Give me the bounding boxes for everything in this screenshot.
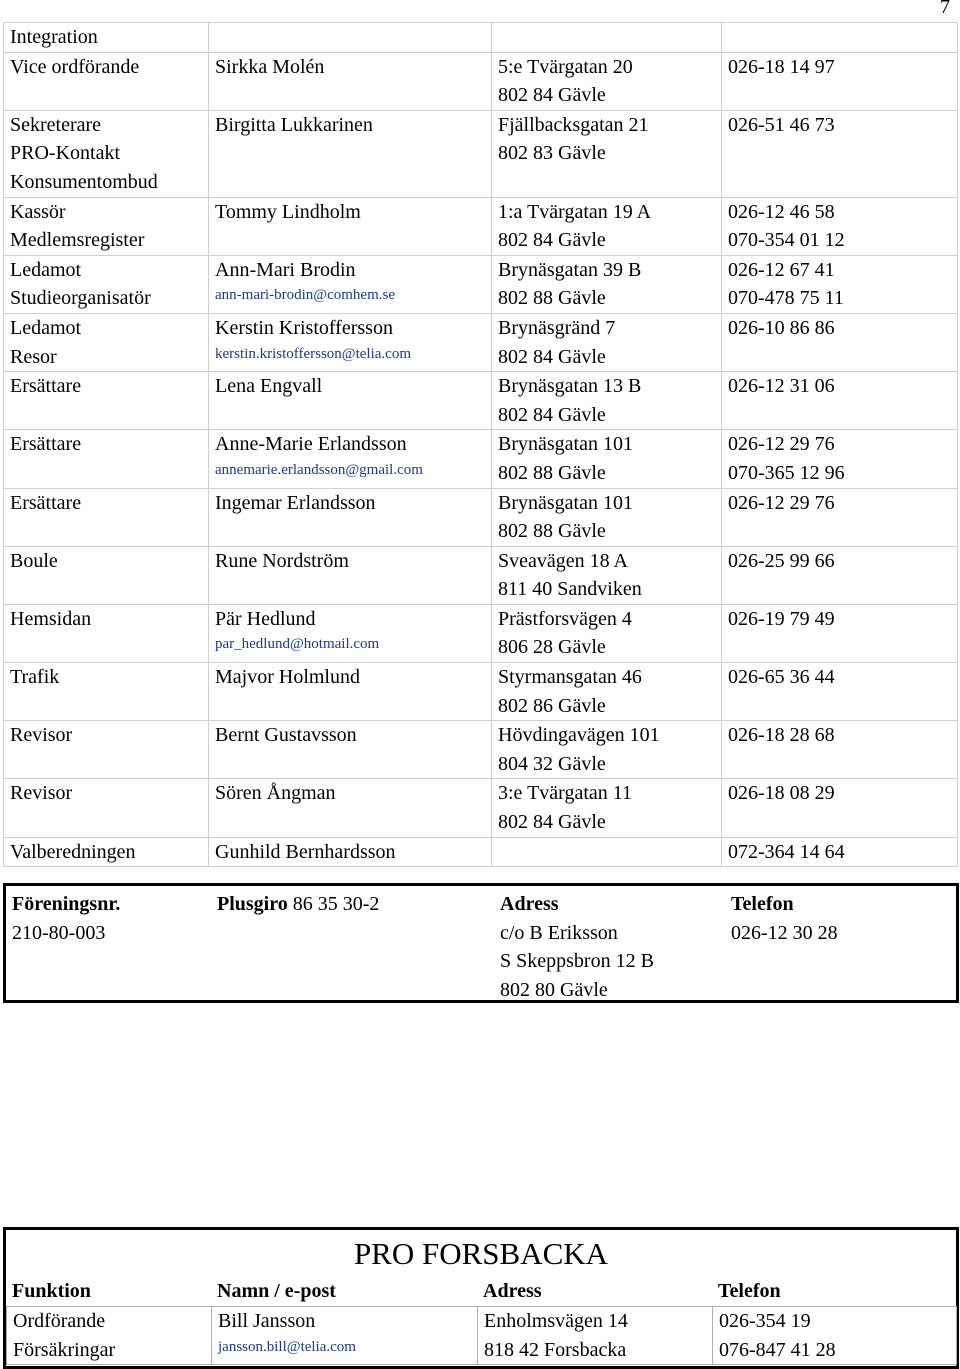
phone-block [731, 890, 838, 947]
phone-cell [713, 1307, 957, 1365]
address-line: 802 84 Gävle [498, 84, 606, 107]
address-line: 802 88 Gävle [498, 461, 606, 484]
address-cell [492, 604, 722, 662]
email-link[interactable]: par_hedlund@hotmail.com [215, 636, 380, 653]
person-name: Ingemar Erlandsson [215, 491, 376, 514]
address-line: 802 84 Gävle [498, 811, 606, 834]
section-title: PRO FORSBACKA [353, 1236, 609, 1271]
phone-cell [722, 313, 958, 371]
address-line: 806 28 Gävle [498, 636, 606, 659]
phone-line: 026-18 28 68 [728, 724, 835, 747]
address-cell [492, 110, 722, 197]
role-cell [4, 197, 209, 255]
address-line: Brynäsgatan 101 [498, 433, 633, 456]
role-line: Valberedningen [10, 840, 136, 863]
header-function: Funktion [12, 1280, 91, 1302]
address-line: c/o B Eriksson [500, 921, 618, 944]
address-line: Styrmansgatan 46 [498, 666, 642, 689]
phone-line: 026-12 29 76 [728, 491, 835, 514]
phone-line: 026-25 99 66 [728, 549, 835, 572]
name-cell [209, 372, 492, 430]
address-line: 811 40 Sandviken [498, 578, 642, 601]
role-cell [4, 110, 209, 197]
table-row [7, 1307, 957, 1365]
phone-cell [722, 837, 958, 867]
address-line: Brynäsgatan 39 B [498, 258, 642, 281]
phone-cell [722, 23, 958, 53]
table-row [4, 546, 958, 604]
role-cell [7, 1307, 212, 1365]
address-line: 802 83 Gävle [498, 142, 606, 165]
address-line: 802 86 Gävle [498, 694, 606, 717]
phone-cell [722, 372, 958, 430]
role-line: Trafik [10, 666, 60, 689]
role-cell [4, 52, 209, 110]
table-row [4, 313, 958, 371]
association-number-value: 210-80-003 [12, 921, 106, 944]
table-row [4, 837, 958, 867]
address-line: 802 80 Gävle [500, 978, 608, 1001]
phone-cell [722, 721, 958, 779]
address-cell [492, 23, 722, 53]
phone-line: 070-478 75 11 [728, 287, 844, 310]
address-line: Brynäsgatan 13 B [498, 375, 642, 398]
address-cell [492, 372, 722, 430]
address-cell [492, 52, 722, 110]
page-number: 7 [940, 0, 950, 18]
table-row [4, 255, 958, 313]
phone-cell [722, 546, 958, 604]
address-cell [492, 663, 722, 721]
name-cell [209, 197, 492, 255]
role-line: Ordförande [13, 1310, 106, 1332]
phone-label: Telefon [731, 893, 794, 915]
phone-cell [722, 52, 958, 110]
address-line: S Skeppsbron 12 B [500, 950, 654, 973]
name-cell [209, 430, 492, 488]
name-cell [209, 110, 492, 197]
association-info-box [3, 883, 959, 1003]
role-cell [4, 721, 209, 779]
person-name: Bernt Gustavsson [215, 724, 357, 747]
phone-cell [722, 663, 958, 721]
role-line: Konsumentombud [10, 170, 158, 193]
name-cell [209, 23, 492, 53]
name-cell [209, 604, 492, 662]
plusgiro-value: 86 35 30-2 [287, 893, 380, 915]
address-line: 818 42 Forsbacka [484, 1338, 627, 1361]
address-line: 5:e Tvärgatan 20 [498, 55, 633, 78]
address-cell [492, 546, 722, 604]
address-line: Hövdingavägen 101 [498, 724, 660, 747]
phone-line: 072-364 14 64 [728, 840, 845, 863]
person-name: Gunhild Bernhardsson [215, 840, 396, 863]
email-link[interactable]: annemarie.erlandsson@gmail.com [215, 461, 423, 478]
header-address: Adress [483, 1280, 542, 1302]
phone-cell [722, 488, 958, 546]
person-name: Kerstin Kristoffersson [215, 316, 393, 339]
role-line: Revisor [10, 724, 73, 747]
address-cell [492, 488, 722, 546]
role-cell [4, 255, 209, 313]
role-cell [4, 313, 209, 371]
role-line: Resor [10, 345, 57, 368]
phone-line: 026-18 14 97 [728, 55, 835, 78]
phone-line: 026-19 79 49 [728, 607, 835, 630]
address-line: 802 84 Gävle [498, 229, 606, 252]
phone-cell [722, 197, 958, 255]
email-link[interactable]: kerstin.kristoffersson@telia.com [215, 345, 411, 362]
role-line: Ersättare [10, 433, 82, 456]
role-line: Integration [10, 26, 98, 48]
header-name-email: Namn / e-post [217, 1280, 336, 1302]
address-line: 3:e Tvärgatan 11 [498, 782, 633, 805]
phone-line: 026-354 19 [719, 1310, 811, 1332]
phone-value: 026-12 30 28 [731, 921, 838, 944]
address-label: Adress [500, 893, 559, 915]
table-row [4, 52, 958, 110]
phone-line: 026-18 08 29 [728, 782, 835, 805]
pro-forsbacka-box [3, 1227, 959, 1369]
person-name: Ann-Mari Brodin [215, 258, 356, 281]
table-row [4, 604, 958, 662]
role-line: Sekreterare [10, 113, 102, 136]
phone-line: 026-12 31 06 [728, 375, 835, 398]
role-line: Ledamot [10, 258, 82, 281]
name-cell [209, 546, 492, 604]
role-line: Vice ordförande [10, 55, 140, 78]
role-line: Kassör [10, 200, 66, 223]
role-line: Revisor [10, 782, 73, 805]
role-line: Boule [10, 549, 58, 572]
name-cell [209, 779, 492, 837]
table-row [4, 488, 958, 546]
phone-line: 026-12 67 41 [728, 258, 835, 281]
name-cell [209, 837, 492, 867]
table-row [4, 663, 958, 721]
table-row [4, 721, 958, 779]
address-line: Fjällbacksgatan 21 [498, 113, 649, 136]
phone-cell [722, 604, 958, 662]
person-name: Anne-Marie Erlandsson [215, 433, 407, 456]
role-cell [4, 663, 209, 721]
phone-line: 026-10 86 86 [728, 316, 835, 339]
forsbacka-table [6, 1306, 957, 1365]
role-line: Ersättare [10, 375, 82, 398]
person-name: Pär Hedlund [215, 607, 316, 630]
table-row [4, 197, 958, 255]
role-cell [4, 430, 209, 488]
plusgiro-label: Plusgiro [217, 893, 288, 915]
board-roster-table [3, 22, 958, 867]
association-number-label: Föreningsnr. [12, 893, 121, 915]
address-cell [492, 197, 722, 255]
person-name: Birgitta Lukkarinen [215, 113, 373, 136]
role-cell [4, 604, 209, 662]
phone-cell [722, 110, 958, 197]
address-block [500, 890, 654, 1004]
address-line: Enholmsvägen 14 [484, 1310, 628, 1332]
address-cell [492, 430, 722, 488]
phone-line: 026-12 46 58 [728, 200, 835, 223]
person-name: Tommy Lindholm [215, 200, 361, 223]
name-cell [209, 488, 492, 546]
person-name: Majvor Holmlund [215, 666, 360, 689]
role-line: Medlemsregister [10, 229, 145, 252]
role-line: Ersättare [10, 491, 82, 514]
person-name: Rune Nordström [215, 549, 349, 572]
header-phone: Telefon [718, 1280, 781, 1302]
name-cell [209, 52, 492, 110]
table-row [4, 372, 958, 430]
role-line: PRO-Kontakt [10, 142, 120, 165]
person-name: Sirkka Molén [215, 55, 325, 78]
role-line: Studieorganisatör [10, 287, 151, 310]
address-line: Sveavägen 18 A [498, 549, 628, 572]
address-cell [492, 779, 722, 837]
address-line: Brynäsgatan 101 [498, 491, 633, 514]
phone-line: 026-12 29 76 [728, 433, 835, 456]
role-cell [4, 23, 209, 53]
table-row [4, 779, 958, 837]
address-line: Brynäsgränd 7 [498, 316, 616, 339]
role-cell [4, 488, 209, 546]
phone-line: 026-65 36 44 [728, 666, 835, 689]
address-line: 804 32 Gävle [498, 752, 606, 775]
address-cell [492, 837, 722, 867]
person-name: Bill Jansson [218, 1310, 316, 1332]
address-cell [492, 255, 722, 313]
address-cell [478, 1307, 713, 1365]
name-cell [209, 721, 492, 779]
role-cell [4, 546, 209, 604]
address-line: 1:a Tvärgatan 19 A [498, 200, 652, 223]
name-cell [209, 663, 492, 721]
phone-cell [722, 430, 958, 488]
phone-line: 070-365 12 96 [728, 461, 845, 484]
person-name: Sören Ångman [215, 782, 336, 805]
association-number-block [12, 890, 120, 947]
role-line: Försäkringar [13, 1338, 116, 1361]
email-link[interactable]: jansson.bill@telia.com [218, 1338, 356, 1355]
role-cell [4, 779, 209, 837]
address-line: 802 84 Gävle [498, 345, 606, 368]
role-cell [4, 837, 209, 867]
phone-line: 026-51 46 73 [728, 113, 835, 136]
address-line: 802 88 Gävle [498, 520, 606, 543]
address-line: 802 84 Gävle [498, 403, 606, 426]
address-line: Prästforsvägen 4 [498, 607, 632, 630]
role-cell [4, 372, 209, 430]
table-row [4, 430, 958, 488]
phone-cell [722, 779, 958, 837]
table-row [4, 23, 958, 53]
email-link[interactable]: ann-mari-brodin@comhem.se [215, 287, 396, 304]
phone-cell [722, 255, 958, 313]
name-cell [209, 255, 492, 313]
address-cell [492, 313, 722, 371]
person-name: Lena Engvall [215, 375, 323, 398]
plusgiro-block [217, 890, 379, 919]
name-cell [212, 1307, 478, 1365]
address-cell [492, 721, 722, 779]
phone-line: 070-354 01 12 [728, 229, 845, 252]
role-line: Hemsidan [10, 607, 92, 630]
address-line: 802 88 Gävle [498, 287, 606, 310]
phone-line: 076-847 41 28 [719, 1338, 836, 1361]
role-line: Ledamot [10, 316, 82, 339]
name-cell [209, 313, 492, 371]
table-row [4, 110, 958, 197]
